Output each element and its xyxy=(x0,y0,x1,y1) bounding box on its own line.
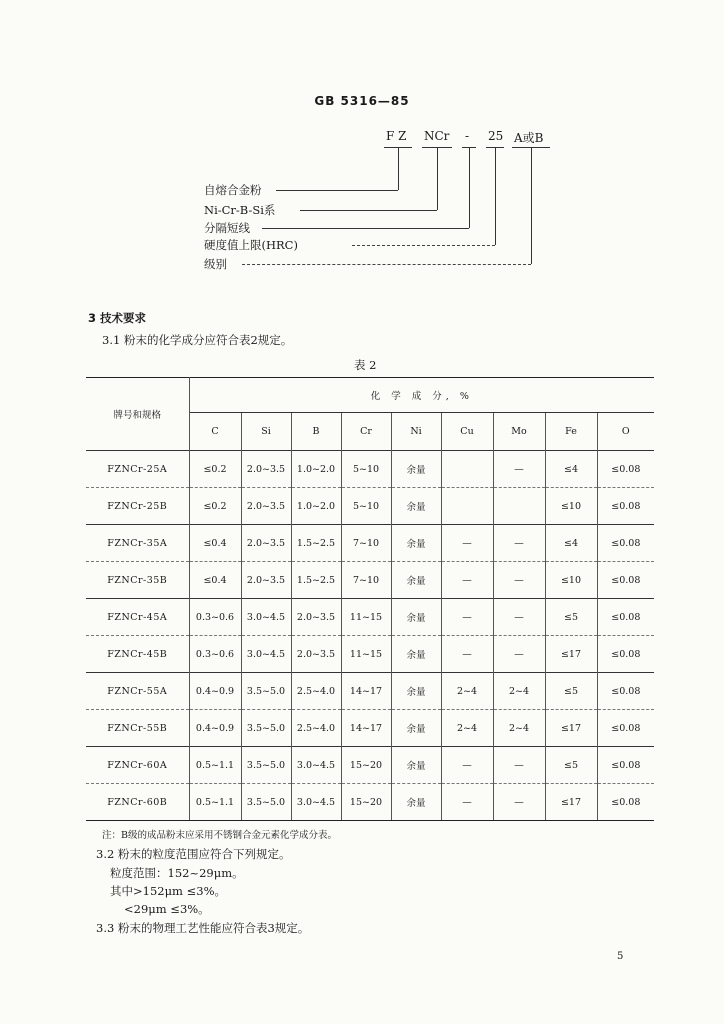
value-cell: ≤0.08 xyxy=(597,599,654,636)
section-3-2-range: 粒度范围：152~29μm。 xyxy=(110,866,244,880)
col-si: Si xyxy=(241,413,291,451)
value-cell: 0.3~0.6 xyxy=(189,599,241,636)
document-header: GB 5316—85 xyxy=(314,94,410,108)
table-row xyxy=(86,710,654,747)
value-cell: 2.5~4.0 xyxy=(291,710,341,747)
col-cu: Cu xyxy=(441,413,493,451)
value-cell: 15~20 xyxy=(341,747,391,784)
value-cell: 2.0~3.5 xyxy=(241,562,291,599)
value-cell: 1.5~2.5 xyxy=(291,525,341,562)
grade-cell: FZNCr-25A xyxy=(86,451,189,488)
col-fe: Fe xyxy=(545,413,597,451)
value-cell: — xyxy=(493,599,545,636)
value-cell: ≤4 xyxy=(545,451,597,488)
section-3-2: 3.2 粉末的粒度范围应符合下列规定。 xyxy=(96,847,291,861)
value-cell: — xyxy=(441,525,493,562)
value-cell: 2.0~3.5 xyxy=(241,488,291,525)
code-part-dash: - xyxy=(465,129,470,143)
page-number: 5 xyxy=(617,951,624,962)
value-cell: 11~15 xyxy=(341,636,391,673)
value-cell: 14~17 xyxy=(341,710,391,747)
table-row xyxy=(86,562,654,599)
value-cell: 余量 xyxy=(391,636,441,673)
section-3-title: 3 技术要求 xyxy=(88,311,147,325)
section-3-2-coarse: 其中>152μm ≤3%。 xyxy=(110,884,226,898)
value-cell: 5~10 xyxy=(341,451,391,488)
table-row xyxy=(86,599,654,636)
grade-cell: FZNCr-55A xyxy=(86,673,189,710)
value-cell: 余量 xyxy=(391,525,441,562)
value-cell: ≤0.08 xyxy=(597,525,654,562)
grade-cell: FZNCr-55B xyxy=(86,710,189,747)
value-cell: ≤0.08 xyxy=(597,488,654,525)
value-cell: — xyxy=(441,636,493,673)
value-cell: 5~10 xyxy=(341,488,391,525)
value-cell: — xyxy=(441,599,493,636)
value-cell: 14~17 xyxy=(341,673,391,710)
value-cell: 1.5~2.5 xyxy=(291,562,341,599)
value-cell: 0.4~0.9 xyxy=(189,673,241,710)
col-ni: Ni xyxy=(391,413,441,451)
label-separator: 分隔短线 xyxy=(204,221,250,235)
value-cell: 1.0~2.0 xyxy=(291,488,341,525)
table-row xyxy=(86,747,654,784)
value-cell: 0.5~1.1 xyxy=(189,784,241,821)
value-cell: ≤17 xyxy=(545,710,597,747)
grade-cell: FZNCr-45A xyxy=(86,599,189,636)
value-cell xyxy=(493,488,545,525)
table-row xyxy=(86,525,654,562)
value-cell: 余量 xyxy=(391,488,441,525)
value-cell: ≤0.08 xyxy=(597,451,654,488)
value-cell: — xyxy=(493,525,545,562)
section-3-3: 3.3 粉末的物理工艺性能应符合表3规定。 xyxy=(96,921,310,935)
grade-header: 牌号和规格 xyxy=(86,378,189,451)
value-cell: 1.0~2.0 xyxy=(291,451,341,488)
value-cell: — xyxy=(493,636,545,673)
value-cell: ≤0.4 xyxy=(189,562,241,599)
value-cell: 0.4~0.9 xyxy=(189,710,241,747)
grade-cell: FZNCr-60B xyxy=(86,784,189,821)
table-row xyxy=(86,636,654,673)
value-cell xyxy=(441,488,493,525)
value-cell: ≤0.08 xyxy=(597,636,654,673)
value-cell: 余量 xyxy=(391,747,441,784)
value-cell: 3.0~4.5 xyxy=(241,599,291,636)
value-cell: ≤0.08 xyxy=(597,747,654,784)
value-cell: 15~20 xyxy=(341,784,391,821)
value-cell: ≤17 xyxy=(545,784,597,821)
value-cell: — xyxy=(493,562,545,599)
value-cell: ≤0.08 xyxy=(597,673,654,710)
value-cell: 余量 xyxy=(391,784,441,821)
value-cell: 2.0~3.5 xyxy=(241,525,291,562)
value-cell: 2~4 xyxy=(441,673,493,710)
table-title: 表 2 xyxy=(354,358,377,372)
grade-cell: FZNCr-45B xyxy=(86,636,189,673)
value-cell: 3.5~5.0 xyxy=(241,673,291,710)
value-cell: ≤0.4 xyxy=(189,525,241,562)
value-cell: ≤0.2 xyxy=(189,451,241,488)
value-cell: ≤10 xyxy=(545,562,597,599)
value-cell: 余量 xyxy=(391,451,441,488)
grade-cell: FZNCr-35A xyxy=(86,525,189,562)
value-cell xyxy=(441,451,493,488)
table-row xyxy=(86,451,654,488)
value-cell: 2.5~4.0 xyxy=(291,673,341,710)
table-row xyxy=(86,488,654,525)
value-cell: ≤10 xyxy=(545,488,597,525)
table-note: 注：B级的成品粉末应采用不锈钢合金元素化学成分表。 xyxy=(102,830,337,841)
grade-cell: FZNCr-60A xyxy=(86,747,189,784)
code-part-fz: F Z xyxy=(386,129,407,143)
value-cell: 余量 xyxy=(391,710,441,747)
value-cell: 余量 xyxy=(391,599,441,636)
value-cell: 2.0~3.5 xyxy=(291,599,341,636)
value-cell: 2.0~3.5 xyxy=(241,451,291,488)
label-self-fluxing-powder: 自熔合金粉 xyxy=(204,183,262,197)
label-ni-cr-b-si: Ni-Cr-B-Si系 xyxy=(204,203,276,217)
col-o: O xyxy=(621,426,630,437)
value-cell: 3.0~4.5 xyxy=(241,636,291,673)
value-cell: 3.5~5.0 xyxy=(241,710,291,747)
value-cell: 2~4 xyxy=(493,673,545,710)
value-cell: ≤0.08 xyxy=(597,710,654,747)
value-cell: 11~15 xyxy=(341,599,391,636)
col-c: C xyxy=(189,413,241,451)
table-row xyxy=(86,673,654,710)
section-3-2-fine: <29μm ≤3%。 xyxy=(124,902,210,916)
value-cell: 3.0~4.5 xyxy=(291,747,341,784)
value-cell: ≤0.08 xyxy=(597,562,654,599)
value-cell: 0.5~1.1 xyxy=(189,747,241,784)
value-cell: ≤17 xyxy=(545,636,597,673)
col-b: B xyxy=(291,413,341,451)
value-cell: 3.0~4.5 xyxy=(291,784,341,821)
value-cell: 7~10 xyxy=(341,525,391,562)
value-cell: 7~10 xyxy=(341,562,391,599)
value-cell: ≤4 xyxy=(545,525,597,562)
value-cell: 3.5~5.0 xyxy=(241,747,291,784)
col-mo: Mo xyxy=(493,413,545,451)
value-cell: ≤5 xyxy=(545,599,597,636)
value-cell: — xyxy=(441,562,493,599)
chemical-composition-table xyxy=(86,377,654,821)
code-part-ncr: NCr xyxy=(424,129,450,143)
grade-cell: FZNCr-35B xyxy=(86,562,189,599)
value-cell: 2.0~3.5 xyxy=(291,636,341,673)
section-3-1: 3.1 粉末的化学成分应符合表2规定。 xyxy=(102,333,293,347)
col-cr: Cr xyxy=(341,413,391,451)
label-grade: 级别 xyxy=(204,257,227,271)
value-cell: ≤0.2 xyxy=(189,488,241,525)
label-hardness: 硬度值上限(HRC) xyxy=(204,238,298,252)
value-cell: — xyxy=(493,451,545,488)
value-cell: 余量 xyxy=(391,562,441,599)
code-part-grade: A或B xyxy=(514,131,544,145)
value-cell: — xyxy=(493,784,545,821)
value-cell: 2~4 xyxy=(441,710,493,747)
value-cell: 余量 xyxy=(391,673,441,710)
value-cell: 2~4 xyxy=(493,710,545,747)
value-cell: 3.5~5.0 xyxy=(241,784,291,821)
value-cell: ≤5 xyxy=(545,673,597,710)
value-cell: — xyxy=(441,747,493,784)
code-part-hardness: 25 xyxy=(488,129,504,143)
grade-cell: FZNCr-25B xyxy=(86,488,189,525)
value-cell: ≤5 xyxy=(545,747,597,784)
value-cell: 0.3~0.6 xyxy=(189,636,241,673)
composition-header: 化 学 成 分, % xyxy=(189,378,654,413)
value-cell: — xyxy=(441,784,493,821)
value-cell: — xyxy=(493,747,545,784)
value-cell: ≤0.08 xyxy=(597,784,654,821)
table-row xyxy=(86,784,654,821)
